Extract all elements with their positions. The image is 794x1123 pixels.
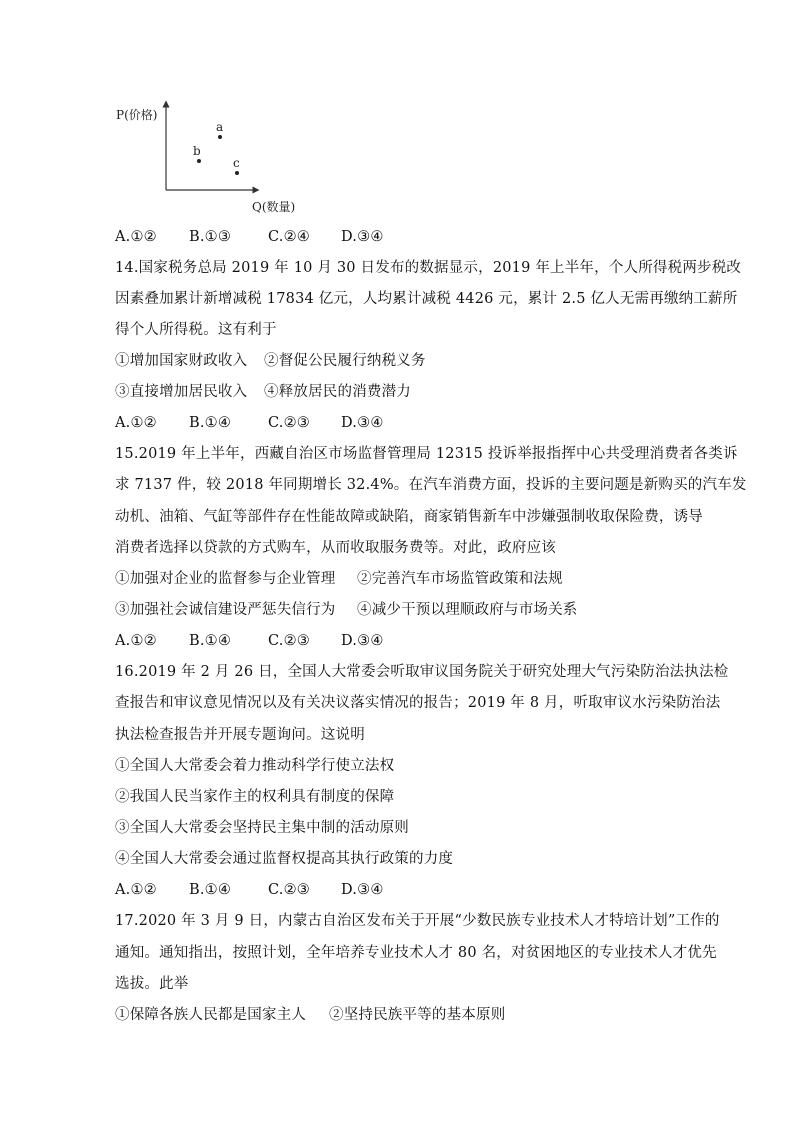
q13-option-a[interactable]: A.①② — [115, 229, 157, 245]
q17-choice-1: ①保障各族人民都是国家主人 — [115, 1007, 307, 1023]
q14-stem-line-3: 得个人所得税。这有利于 — [115, 322, 277, 338]
q14-choice-4: ④释放居民的消费潜力 — [264, 384, 411, 400]
q15-choice-2: ②完善汽车市场监管政策和法规 — [357, 571, 563, 587]
point-b-label: b — [193, 144, 201, 158]
q13-option-c[interactable]: C.②④ — [268, 229, 310, 245]
q13-option-b[interactable]: B.①③ — [189, 229, 232, 245]
q14-stem-line-2: 因素叠加累计新增减税 17834 亿元，人均累计减税 4426 元，累计 2.5 亿人无需再缴纳工薪所 — [115, 291, 738, 307]
q15-option-a[interactable]: A.①② — [115, 633, 157, 649]
q17-choice-2: ②坚持民族平等的基本原则 — [329, 1007, 506, 1023]
q14-choice-1: ①增加国家财政收入 — [115, 353, 248, 369]
q14-choices-row-1 — [115, 351, 426, 371]
q14-option-d[interactable]: D.③④ — [341, 415, 384, 431]
q14-option-b[interactable]: B.①④ — [189, 415, 232, 431]
graph-svg — [116, 100, 316, 218]
q15-choices-row-2 — [115, 600, 578, 620]
q14-option-c[interactable]: C.②③ — [268, 415, 310, 431]
q16-stem-line-2: 查报告和审议意见情况以及有关决议落实情况的报告；2019 年 8 月，听取审议水污染防治法 — [115, 695, 721, 711]
q16-options — [115, 880, 384, 900]
point-a — [218, 135, 222, 139]
q14-choice-2: ②督促公民履行纳税义务 — [264, 353, 426, 369]
q16-choice-1: ①全国人大常委会着力推动科学行使立法权 — [115, 758, 395, 774]
q14-choice-3: ③直接增加居民收入 — [115, 384, 248, 400]
q16-option-c[interactable]: C.②③ — [268, 882, 310, 898]
q15-choice-1: ①加强对企业的监督参与企业管理 — [115, 571, 336, 587]
q15-choices-row-1 — [115, 569, 563, 589]
q15-choice-3: ③加强社会诚信建设严惩失信行为 — [115, 602, 336, 618]
q14-options — [115, 413, 384, 433]
q16-stem-line-1: 16.2019 年 2 月 26 日，全国人大常委会听取审议国务院关于研究处理大气污染防治法执法检 — [115, 664, 729, 680]
y-axis-label: P(价格) — [116, 108, 158, 122]
q16-choice-3: ③全国人大常委会坚持民主集中制的活动原则 — [115, 820, 409, 836]
q17-stem-line-1: 17.2020 年 3 月 9 日，内蒙古自治区发布关于开展“少数民族专业技术人才特培计划”工作的 — [115, 913, 720, 929]
q15-stem-line-3: 动机、油箱、气缸等部件存在性能故障或缺陷，商家销售新车中涉嫌强制收取保险费，诱导 — [115, 509, 703, 525]
q14-stem-line-1: 14.国家税务总局 2019 年 10 月 30 日发布的数据显示，2019 年上半年，个人所得税两步税改 — [115, 260, 742, 276]
q15-stem-line-4: 消费者选择以贷款的方式购车，从而收取服务费等。对此，政府应该 — [115, 540, 556, 556]
q15-stem-line-1: 15.2019 年上半年，西藏自治区市场监督管理局 12315 投诉举报指挥中心共受理消费者各类诉 — [115, 446, 738, 462]
q17-stem-line-3: 选拔。此举 — [115, 976, 189, 992]
q15-choice-4: ④减少干预以理顺政府与市场关系 — [357, 602, 578, 618]
q16-choice-2: ②我国人民当家作主的权利具有制度的保障 — [115, 789, 395, 805]
q17-stem-line-2: 通知。通知指出，按照计划，全年培养专业技术人才 80 名，对贫困地区的专业技术人才优先 — [115, 945, 717, 961]
price-quantity-graph — [116, 100, 316, 218]
q16-option-b[interactable]: B.①④ — [189, 882, 232, 898]
q15-option-d[interactable]: D.③④ — [341, 633, 384, 649]
q15-option-b[interactable]: B.①④ — [189, 633, 232, 649]
q15-stem-line-2: 求 7137 件，较 2018 年同期增长 32.4%。在汽车消费方面，投诉的主要问题是新购买的汽车发 — [115, 477, 747, 493]
q15-option-c[interactable]: C.②③ — [268, 633, 310, 649]
point-b — [197, 159, 201, 163]
x-axis-label: Q(数量) — [252, 200, 296, 214]
point-a-label: a — [216, 120, 224, 134]
q15-options — [115, 631, 384, 651]
q16-option-d[interactable]: D.③④ — [341, 882, 384, 898]
q16-choice-4: ④全国人大常委会通过监督权提高其执行政策的力度 — [115, 851, 454, 867]
q13-option-d[interactable]: D.③④ — [341, 229, 384, 245]
q14-option-a[interactable]: A.①② — [115, 415, 157, 431]
point-c-label: c — [233, 156, 240, 170]
point-c — [235, 171, 239, 175]
q16-stem-line-3: 执法检查报告并开展专题询问。这说明 — [115, 727, 365, 743]
q16-option-a[interactable]: A.①② — [115, 882, 157, 898]
q14-choices-row-2 — [115, 382, 411, 402]
q17-choices-row-1 — [115, 1005, 505, 1025]
q13-options — [115, 227, 384, 247]
